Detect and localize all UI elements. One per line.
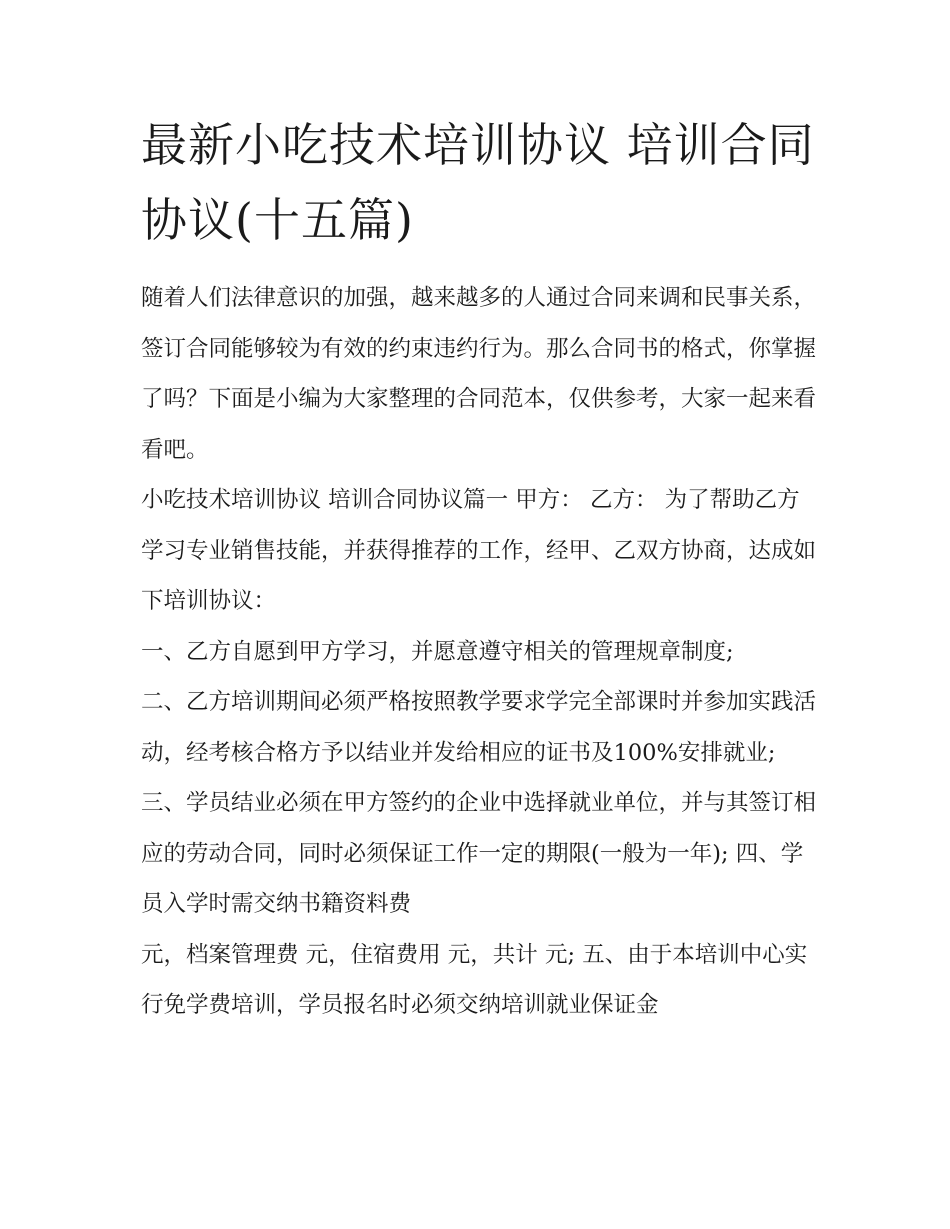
document-body (141, 273, 816, 1031)
clause-2-paragraph: 二、乙方培训期间必须严格按照教学要求学完全部课时并参加实践活动，经考核合格方予以结业并发给相应的证书及100%安排就业; (141, 689, 817, 766)
document-title: 最新小吃技术培训协议 培训合同协议(十五篇) (141, 118, 815, 247)
agreement-preamble-paragraph: 小吃技术培训协议 培训合同协议篇一 甲方： 乙方： 为了帮助乙方学习专业销售技能，并获得推荐的工作，经甲、乙双方协商，达成如下培训协议： (141, 487, 817, 614)
intro-paragraph: 随着人们法律意识的加强，越来越多的人通过合同来调和民事关系，签订合同能够较为有效的约束违约行为。那么合同书的格式，你掌握了吗？下面是小编为大家整理的合同范本，仅供参考，大家一起来看看吧。 (141, 285, 817, 463)
clause-3-4-paragraph: 三、学员结业必须在甲方签约的企业中选择就业单位，并与其签订相应的劳动合同，同时必须保证工作一定的期限(一般为一年); 四、学员入学时需交纳书籍资料费 (141, 790, 817, 917)
clause-fees-5-paragraph: 元，档案管理费 元，住宿费用 元，共计 元; 五、由于本培训中心实行免学费培训，学员报名时必须交纳培训就业保证金 (141, 941, 808, 1018)
clause-1-paragraph: 一、乙方自愿到甲方学习，并愿意遵守相关的管理规章制度; (141, 638, 734, 665)
